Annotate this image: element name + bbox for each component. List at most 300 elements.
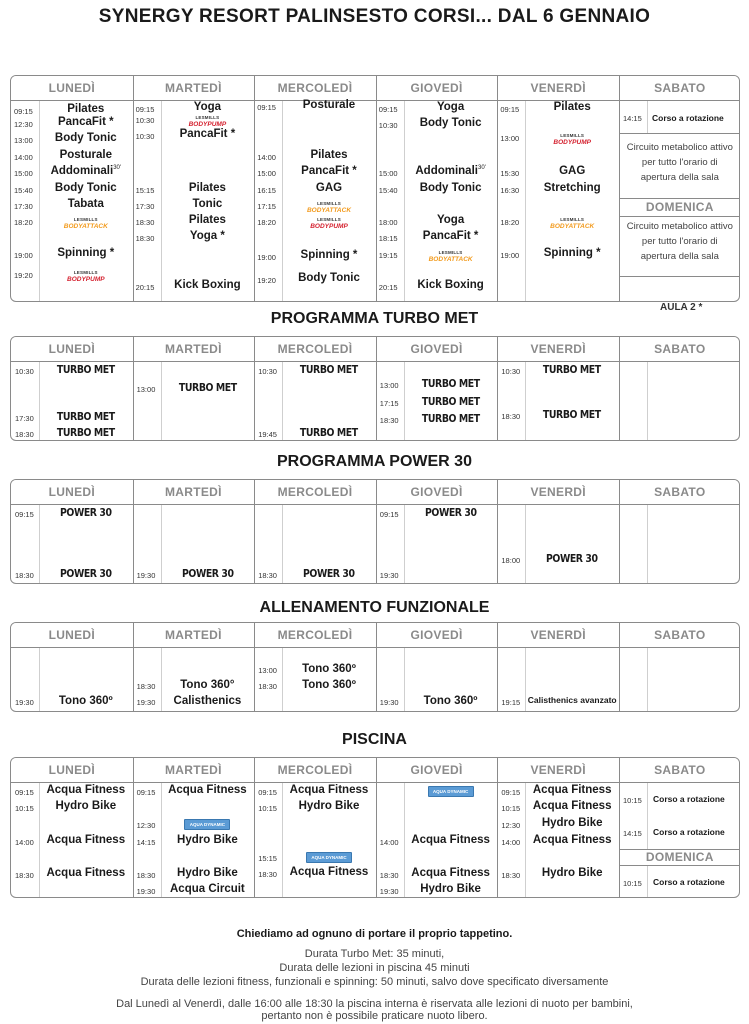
class-name: Acqua Fitness <box>532 784 612 796</box>
bodyattack-wordmark: BODYATTACK <box>306 207 352 214</box>
lesmills-wordmark: LESMILLS <box>317 217 341 222</box>
power-30-label: POWER 30 <box>181 567 234 580</box>
class-name: Hydro Bike <box>55 800 117 812</box>
bodypump-logo <box>51 269 121 283</box>
class-time: 10:15 <box>623 879 642 888</box>
class-time: 10:30 <box>378 121 398 130</box>
class-time: 09:15 <box>501 788 521 797</box>
class-time: 15:15 <box>135 186 155 195</box>
sabato-circuito-text: Circuito metabolico attivo per tutto l'orario di apertura della sala <box>626 142 733 183</box>
turbo-met-label: TURBO MET <box>56 363 115 376</box>
class-name <box>39 247 133 259</box>
class-name: Acqua Fitness <box>46 834 126 846</box>
corsi-day-mar: MARTEDÌ <box>165 81 222 95</box>
class-time: 15:40 <box>14 186 33 195</box>
class-time: 18:30 <box>136 682 156 691</box>
turbo-col-divider <box>619 337 620 440</box>
class-time: 14:15 <box>136 838 156 847</box>
power-col-divider <box>376 480 377 583</box>
power-30-label: POWER 30 <box>546 552 598 565</box>
class-name <box>161 128 255 140</box>
bodypump-logo <box>172 114 242 128</box>
funz-day-gio: GIOVEDÌ <box>410 628 463 642</box>
corsi-time-divider <box>282 101 283 301</box>
class-time: 10:15 <box>15 804 34 813</box>
class-name: Tono 360º <box>302 663 356 675</box>
class-label: Kick Boxing <box>417 279 484 291</box>
class-time: 15:40 <box>378 186 398 195</box>
class-time: 18:00 <box>378 218 398 227</box>
pisc-col-divider <box>254 758 255 897</box>
class-name: Acqua Fitness <box>46 867 126 879</box>
class-time: 16:30 <box>500 186 520 195</box>
class-name: Calisthenics <box>173 695 242 707</box>
lesmills-wordmark: LESMILLS <box>560 133 585 138</box>
funz-col-divider <box>133 623 134 711</box>
class-name: Acqua Circuit <box>170 883 245 895</box>
class-label: Yoga <box>193 101 222 113</box>
domenica-label: DOMENICA <box>645 850 714 864</box>
class-name <box>39 116 133 128</box>
class-label: Spinning * <box>543 247 601 259</box>
power-day-mar: MARTEDÌ <box>165 485 222 499</box>
class-time: 19:15 <box>378 251 398 260</box>
pisc-day-lun: LUNEDÌ <box>48 763 96 777</box>
lesmills-wordmark: LESMILLS <box>73 270 98 275</box>
power-day-sab: SABATO <box>654 485 706 499</box>
class-label: Yoga * <box>189 230 225 242</box>
lesmills-wordmark: LESMILLS <box>195 115 220 120</box>
class-name <box>39 182 133 194</box>
class-time: 18:30 <box>135 234 155 243</box>
class-label: Body Tonic <box>419 182 482 194</box>
class-name <box>404 101 498 113</box>
class-time: 09:15 <box>379 510 399 519</box>
turbo-col-divider <box>376 337 377 440</box>
corsi-time-divider <box>525 101 526 301</box>
class-name: Tono 360° <box>180 679 235 691</box>
corsi-schedule-grid <box>10 75 740 302</box>
class-label: GAG <box>315 182 343 194</box>
class-time: 19:00 <box>257 253 276 262</box>
sab-divider <box>619 198 740 199</box>
lesmills-wordmark: LESMILLS <box>560 217 585 222</box>
class-time: 19:30 <box>136 571 156 580</box>
class-time: 18:30 <box>258 682 277 691</box>
page-title: SYNERGY RESORT PALINSESTO CORSI... DAL 6 GENNAIO <box>98 6 651 27</box>
lesmills-wordmark: LESMILLS <box>317 201 341 206</box>
sab-divider <box>619 276 740 277</box>
class-name: Hydro Bike <box>177 834 238 846</box>
aula-2-note: AULA 2 * <box>660 302 703 313</box>
class-name <box>404 214 498 226</box>
class-time: 14:00 <box>379 838 399 847</box>
class-time: 19:30 <box>379 887 399 896</box>
corsi-day-gio: GIOVEDÌ <box>410 81 463 95</box>
turbo-time-divider <box>647 362 648 440</box>
corsi-sab-time-divider <box>647 101 648 133</box>
pisc-day-mer: MERCOLEDÌ <box>277 763 353 777</box>
class-time: 09:15 <box>258 788 277 797</box>
class-label: Body Tonic <box>54 132 117 144</box>
turbo-col-divider <box>133 337 134 440</box>
class-name <box>161 279 255 291</box>
power-schedule-grid <box>10 479 740 584</box>
class-time: 18:30 <box>379 871 399 880</box>
class-name <box>404 165 498 177</box>
turbo-time-divider <box>282 362 283 440</box>
bodyattack-logo <box>294 200 364 214</box>
corsi-day-ven: VENERDÌ <box>530 81 586 95</box>
class-name: Corso a rotazione <box>653 794 725 804</box>
class-name <box>282 182 376 194</box>
class-time: 19:00 <box>500 251 520 260</box>
class-name: Acqua Fitness <box>411 834 490 846</box>
class-time: 16:15 <box>257 186 276 195</box>
turbo-met-label: TURBO MET <box>421 395 480 408</box>
power-section-title: PROGRAMMA POWER 30 <box>277 453 472 470</box>
class-name <box>161 198 255 210</box>
class-time: 15:00 <box>14 169 33 178</box>
domenica-circuito-text: Circuito metabolico attivo per tutto l'orario di apertura della sala <box>626 221 733 262</box>
class-time: 09:15 <box>136 788 156 797</box>
class-name: Hydro Bike <box>541 867 603 879</box>
turbo-day-mar: MARTEDÌ <box>165 342 222 356</box>
class-name <box>525 247 619 259</box>
turbo-time-divider <box>404 362 405 440</box>
footer-piscina-note: Dal Lunedì al Venerdì, dalle 16:00 alle 18:30 la piscina interna è riservata alle lezioni di nuoto per bambini, <box>116 998 633 1010</box>
funz-day-sab: SABATO <box>654 628 706 642</box>
bodyattack-wordmark: BODYATTACK <box>428 256 473 263</box>
power-time-divider <box>39 505 40 583</box>
class-label: Pilates <box>67 103 105 115</box>
class-label: Pilates <box>310 149 348 161</box>
class-time: 10:30 <box>258 367 277 376</box>
class-time: 15:15 <box>258 854 277 863</box>
class-time: 19:30 <box>136 698 156 707</box>
class-time: 12:30 <box>501 821 521 830</box>
class-time: 19:15 <box>501 698 521 707</box>
class-time: 10:15 <box>623 796 642 805</box>
power-col-divider <box>497 480 498 583</box>
class-label: Spinning * <box>300 249 358 261</box>
class-name <box>404 117 498 129</box>
class-name: Hydro Bike <box>541 817 603 829</box>
class-name: Tono 360º <box>302 679 356 691</box>
class-label: Yoga <box>436 214 465 226</box>
class-label: PancaFit * <box>301 165 357 177</box>
class-time: 18:30 <box>15 571 34 580</box>
pisc-day-sab: SABATO <box>654 763 706 777</box>
class-name <box>282 99 376 111</box>
pisc-col-divider <box>497 758 498 897</box>
power-col-divider <box>133 480 134 583</box>
class-time: 20:15 <box>378 283 398 292</box>
turbo-time-divider <box>525 362 526 440</box>
class-time: 10:15 <box>501 804 521 813</box>
class-time: 19:20 <box>257 276 276 285</box>
turbo-col-divider <box>497 337 498 440</box>
bodyattack-logo <box>416 249 486 263</box>
class-time: 09:15 <box>15 788 34 797</box>
class-name <box>404 230 498 242</box>
class-label: Pilates <box>553 101 591 113</box>
power-time-divider <box>647 505 648 583</box>
class-time: 18:15 <box>378 234 398 243</box>
lesmills-wordmark: LESMILLS <box>73 217 98 222</box>
class-time: 18:30 <box>501 412 521 421</box>
turbo-time-divider <box>161 362 162 440</box>
turbo-met-label: TURBO MET <box>421 412 480 425</box>
funz-time-divider <box>647 648 648 711</box>
class-label: Posturale <box>302 99 356 111</box>
pisc-col-divider <box>376 758 377 897</box>
corsi-col-divider <box>133 76 134 301</box>
class-time: 18:30 <box>135 218 155 227</box>
class-time: 14:15 <box>623 829 642 838</box>
corsi-col-divider <box>254 76 255 301</box>
class-name: Hydro Bike <box>420 883 481 895</box>
class-label: Body Tonic <box>419 117 482 129</box>
pisc-dom-time-divider <box>647 866 648 897</box>
sab-divider <box>619 133 740 134</box>
bodypump-logo <box>537 132 607 146</box>
funz-day-ven: VENERDÌ <box>530 628 586 642</box>
class-label: Pilates <box>188 214 226 226</box>
turbo-met-label: TURBO MET <box>421 377 480 390</box>
class-time: 17:15 <box>257 202 276 211</box>
funz-day-lun: LUNEDÌ <box>48 628 96 642</box>
pisc-day-ven: VENERDÌ <box>530 763 586 777</box>
class-time: 15:00 <box>257 169 276 178</box>
duration-superscript: 30' <box>477 165 486 172</box>
power-col-divider <box>619 480 620 583</box>
class-time: 18:20 <box>14 218 33 227</box>
class-name <box>39 132 133 144</box>
class-name: Corso a rotazione <box>653 827 725 837</box>
class-time: 18:30 <box>258 870 277 879</box>
corsi-day-mer: MERCOLEDÌ <box>277 81 353 95</box>
class-name <box>39 165 133 177</box>
power-time-divider <box>161 505 162 583</box>
footer-durata-turbo: Durata Turbo Met: 35 minuti, <box>304 948 445 960</box>
class-time: 10:30 <box>135 132 155 141</box>
class-name <box>282 249 376 261</box>
bodypump-wordmark: BODYPUMP <box>310 223 348 230</box>
class-name: Acqua Fitness <box>411 867 490 879</box>
class-label: Posturale <box>59 149 112 161</box>
class-time: 17:15 <box>379 399 399 408</box>
class-time: 14:00 <box>14 153 33 162</box>
footer-nuoto-note: pertanto non è possibile praticare nuoto libero. <box>261 1010 488 1022</box>
class-name: Acqua Fitness <box>46 784 126 796</box>
turbo-met-label: TURBO MET <box>300 363 358 376</box>
class-time: 13:00 <box>379 381 399 390</box>
power-day-mer: MERCOLEDÌ <box>277 485 353 499</box>
corsi-day-lun: LUNEDÌ <box>48 81 96 95</box>
turbo-met-label: TURBO MET <box>300 426 358 439</box>
class-name <box>404 182 498 194</box>
footer-tappetino-note: Chiediamo ad ognuno di portare il proprio tappetino. <box>236 928 513 940</box>
class-label: PancaFit * <box>57 116 114 128</box>
footer-durata-fitness: Durata delle lezioni fitness, funzionali e spinning: 50 minuti, salvo dove specificato diversamente <box>140 976 609 988</box>
class-time: 13:00 <box>14 136 33 145</box>
class-time: 14:00 <box>257 153 276 162</box>
turbo-met-label: TURBO MET <box>56 426 115 439</box>
class-time: 18:30 <box>15 430 34 439</box>
class-label: Tonic <box>192 198 223 210</box>
class-time: 17:30 <box>14 202 33 211</box>
class-name <box>525 101 619 113</box>
power-day-lun: LUNEDÌ <box>48 485 96 499</box>
class-label: Yoga <box>436 101 465 113</box>
class-label: PancaFit * <box>422 230 479 242</box>
class-name: Calisthenics avanzato <box>527 695 617 705</box>
turbo-met-label: TURBO MET <box>56 410 115 423</box>
class-name: Acqua Fitness <box>168 784 247 796</box>
bodypump-wordmark: BODYPUMP <box>188 121 227 128</box>
aquadynamic-logo: AQUA DYNAMIC <box>428 786 474 797</box>
class-time: 09:15 <box>14 107 33 116</box>
class-time: 09:15 <box>15 510 34 519</box>
piscina-schedule-grid <box>10 757 740 898</box>
class-time: 18:30 <box>501 871 521 880</box>
class-name <box>282 165 376 177</box>
funzionale-schedule-grid <box>10 622 740 712</box>
power-30-label: POWER 30 <box>60 567 112 580</box>
class-time: 13:00 <box>136 385 156 394</box>
class-name <box>525 165 619 177</box>
funz-col-divider <box>619 623 620 711</box>
class-label: Addominali <box>415 165 478 177</box>
class-time: 10:30 <box>501 367 521 376</box>
class-time: 12:30 <box>14 120 33 129</box>
turbo-day-gio: GIOVEDÌ <box>410 342 463 356</box>
corsi-col-divider <box>376 76 377 301</box>
class-name: Acqua Fitness <box>289 866 369 878</box>
class-time: 15:00 <box>378 169 398 178</box>
class-label: Tabata <box>67 198 104 210</box>
power-30-label: POWER 30 <box>60 506 112 519</box>
power-time-divider <box>525 505 526 583</box>
class-name <box>161 230 255 242</box>
aquadynamic-logo: AQUA DYNAMIC <box>306 852 352 863</box>
duration-superscript: 30' <box>113 165 122 172</box>
class-time: 18:00 <box>501 556 521 565</box>
turbo-section-title: PROGRAMMA TURBO MET <box>270 310 479 327</box>
class-name: Hydro Bike <box>177 867 238 879</box>
class-name: Corso a rotazione <box>653 877 725 887</box>
class-label: Pilates <box>188 182 226 194</box>
power-time-divider <box>404 505 405 583</box>
turbo-day-mer: MERCOLEDÌ <box>277 342 353 356</box>
power-col-divider <box>254 480 255 583</box>
corsi-time-divider <box>404 101 405 301</box>
class-name: Tono 360º <box>423 695 478 707</box>
funzionale-section-title: ALLENAMENTO FUNZIONALE <box>259 599 490 616</box>
pisc-day-mar: MARTEDÌ <box>165 763 222 777</box>
turbo-schedule-grid <box>10 336 740 441</box>
class-label: Kick Boxing <box>174 279 241 291</box>
funz-col-divider <box>497 623 498 711</box>
class-time: 15:30 <box>500 169 520 178</box>
class-time: 14:00 <box>501 838 521 847</box>
footer-durata-piscina: Durata delle lezioni in piscina 45 minuti <box>279 962 470 974</box>
sab-divider <box>619 216 740 217</box>
class-time: 18:30 <box>136 871 156 880</box>
class-time: 18:30 <box>15 871 34 880</box>
class-time: 10:30 <box>15 367 34 376</box>
class-name <box>404 279 498 291</box>
class-name: Acqua Fitness <box>289 784 369 796</box>
funz-col-divider <box>254 623 255 711</box>
funz-day-mar: MARTEDÌ <box>165 628 222 642</box>
bodypump-wordmark: BODYPUMP <box>67 276 105 283</box>
class-time: 18:30 <box>379 416 399 425</box>
funz-day-mer: MERCOLEDÌ <box>277 628 353 642</box>
class-name <box>39 103 133 115</box>
class-name <box>282 149 376 161</box>
pisc-col-divider <box>619 758 620 897</box>
turbo-time-divider <box>39 362 40 440</box>
bodyattack-logo <box>537 216 607 230</box>
class-time: 10:30 <box>135 116 155 125</box>
class-time: 09:15 <box>257 103 276 112</box>
power-day-ven: VENERDÌ <box>530 485 586 499</box>
class-time: 12:30 <box>136 821 156 830</box>
class-label: Spinning * <box>57 247 115 259</box>
class-label: Body Tonic <box>54 182 117 194</box>
class-label: Addominali <box>50 165 114 177</box>
class-time: 14:00 <box>15 838 34 847</box>
pisc-day-gio: GIOVEDÌ <box>410 763 463 777</box>
bodyattack-wordmark: BODYATTACK <box>550 223 595 230</box>
class-name <box>525 182 619 194</box>
class-name: Acqua Fitness <box>532 800 612 812</box>
bodypump-wordmark: BODYPUMP <box>553 139 591 146</box>
class-time: 18:20 <box>257 218 276 227</box>
class-label: GAG <box>559 165 586 177</box>
bodyattack-wordmark: BODYATTACK <box>63 223 108 230</box>
funz-col-divider <box>376 623 377 711</box>
class-time: 19:30 <box>15 698 34 707</box>
class-name <box>161 214 255 226</box>
turbo-day-sab: SABATO <box>654 342 706 356</box>
power-30-label: POWER 30 <box>303 567 355 580</box>
class-time: 18:30 <box>258 571 277 580</box>
class-name <box>39 149 133 161</box>
class-time: 10:15 <box>258 804 277 813</box>
corsi-col-divider <box>619 76 620 301</box>
power-time-divider <box>282 505 283 583</box>
class-time: 17:30 <box>15 414 34 423</box>
class-time: 19:20 <box>14 271 33 280</box>
class-time: 18:20 <box>500 218 520 227</box>
class-time: 13:00 <box>258 666 277 675</box>
corsi-col-divider <box>497 76 498 301</box>
turbo-day-ven: VENERDÌ <box>530 342 586 356</box>
bodypump-logo <box>294 216 364 230</box>
class-time: 19:00 <box>14 251 33 260</box>
power-30-label: POWER 30 <box>424 506 477 519</box>
class-time: 09:15 <box>378 105 398 114</box>
class-time: 09:15 <box>135 105 155 114</box>
class-name: Tono 360º <box>58 695 113 707</box>
class-time: 20:15 <box>135 283 155 292</box>
class-time: 19:30 <box>379 698 399 707</box>
class-label: PancaFit * <box>179 128 236 140</box>
aquadynamic-logo: AQUA DYNAMIC <box>184 819 230 830</box>
